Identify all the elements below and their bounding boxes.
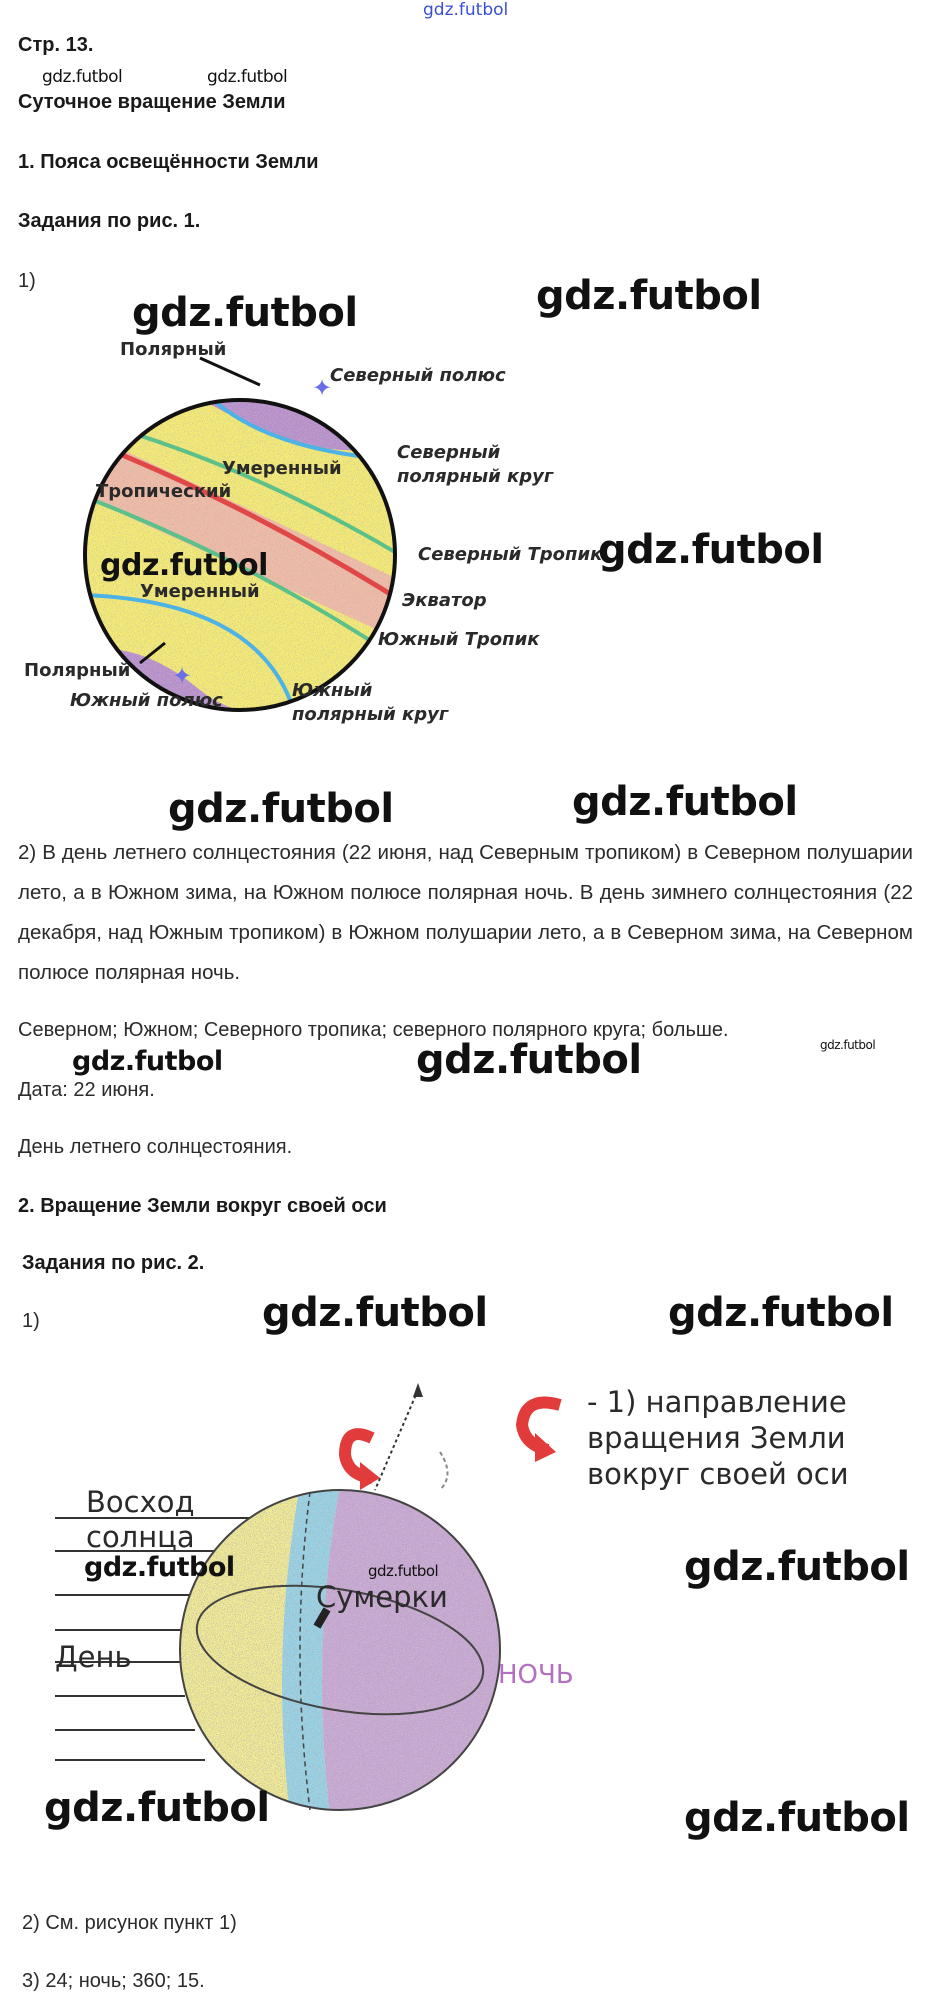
watermark: gdz.futbol [368, 1562, 439, 1580]
label-north-pole: Северный полюс [330, 365, 506, 386]
section1-item1-marker: 1) [18, 270, 36, 292]
watermark: gdz.futbol [132, 290, 358, 336]
south-pole-star-icon: ✦ [172, 662, 193, 690]
day-line: День летнего солнцестояния. [18, 1136, 293, 1158]
answer-line: Северном; Южном; Северного тропика; северного полярного круга; больше. [18, 1019, 729, 1041]
north-pole-star-icon: ✦ [312, 374, 333, 402]
watermark: gdz.futbol [598, 527, 824, 573]
label-polar-bottom: Полярный [24, 660, 131, 681]
section2-heading: 2. Вращение Земли вокруг своей оси [18, 1195, 387, 1217]
watermark: gdz.futbol [820, 1038, 876, 1052]
label-sunrise-2: солнца [86, 1520, 195, 1554]
watermark: gdz.futbol [536, 273, 762, 319]
label-temperate-bottom: Умеренный [140, 581, 260, 602]
watermark: gdz.futbol [668, 1290, 894, 1336]
section2-item1-marker: 1) [22, 1310, 40, 1332]
watermark: gdz.futbol [168, 786, 394, 832]
watermark: gdz.futbol [44, 1785, 270, 1831]
page-title: Суточное вращение Земли [18, 91, 286, 113]
label-north-polar-circle-1: Северный [397, 442, 501, 463]
label-sunrise-1: Восход [86, 1485, 195, 1519]
section1-heading: 1. Пояса освещённости Земли [18, 151, 319, 173]
legend-line-1: - 1) направление [587, 1385, 847, 1419]
label-day: День [55, 1640, 132, 1674]
watermark: gdz.futbol [572, 779, 798, 825]
watermark: gdz.futbol [84, 1552, 235, 1583]
section1-tasks-heading: Задания по рис. 1. [18, 210, 201, 232]
watermark: gdz.futbol [684, 1544, 910, 1590]
label-south-polar-circle-1: Южный [292, 680, 373, 701]
label-north-tropic: Северный Тропик [418, 544, 603, 565]
header-link[interactable]: gdz.futbol [423, 0, 509, 20]
rotation-arrow-legend-icon [535, 1433, 556, 1462]
legend-line-2: вращения Земли [587, 1421, 846, 1455]
watermark: gdz.futbol [207, 67, 288, 87]
label-twilight: Сумерки [316, 1580, 448, 1614]
section1-item2-text: 2) В день летнего солнцестояния (22 июня, над Северным тропиком) в Северном полушарии лето, а в Южном зима, на Южном полюсе полярная ночь. В день зимнего солнцестояния (22 декабря, над Южным тропиком) в Южном полушарии лето, а в Северном зима, на Северном полюсе полярная ночь. [18, 841, 913, 984]
page-ref: Стр. 13. [18, 34, 94, 56]
watermark: gdz.futbol [72, 1046, 223, 1077]
watermark: gdz.futbol [42, 67, 123, 87]
watermark: gdz.futbol [262, 1290, 488, 1336]
label-tropical: Тропический [96, 481, 232, 502]
label-equator: Экватор [402, 590, 487, 611]
watermark: gdz.futbol [416, 1037, 642, 1083]
label-polar-top: Полярный [120, 339, 227, 360]
label-night: НОЧЬ [498, 1660, 574, 1690]
watermark: gdz.futbol [100, 548, 268, 583]
label-south-tropic: Южный Тропик [378, 629, 540, 650]
label-south-polar-circle-2: полярный круг [292, 704, 449, 725]
label-temperate-top: Умеренный [222, 458, 342, 479]
watermark: gdz.futbol [684, 1795, 910, 1841]
section2-item3: 3) 24; ночь; 360; 15. [22, 1970, 205, 1992]
section2-item2: 2) См. рисунок пункт 1) [22, 1912, 237, 1934]
label-south-pole: Южный полюс [70, 690, 223, 711]
label-north-polar-circle-2: полярный круг [397, 466, 554, 487]
date-line: Дата: 22 июня. [18, 1079, 155, 1101]
section2-tasks-heading: Задания по рис. 2. [22, 1252, 205, 1274]
legend-line-3: вокруг своей оси [587, 1457, 849, 1491]
